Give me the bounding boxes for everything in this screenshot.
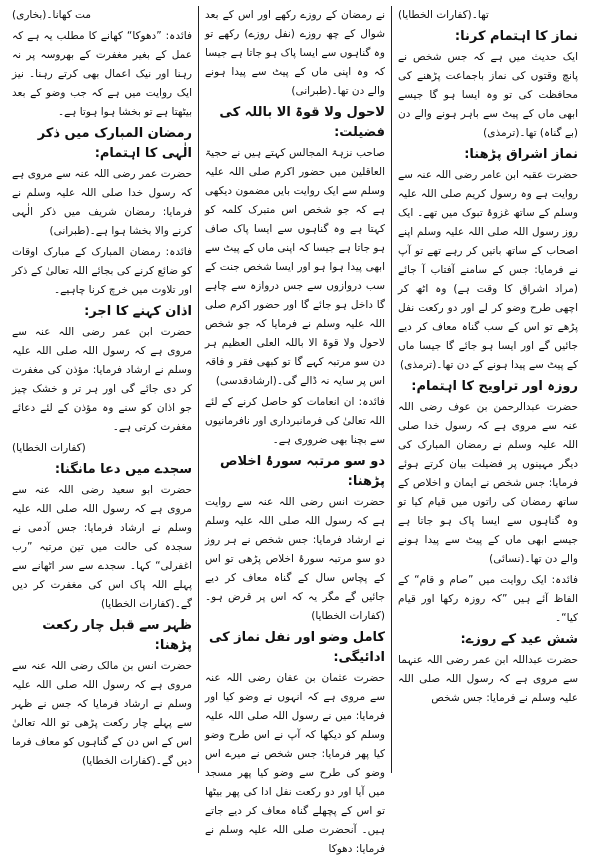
paragraph: حضرت انس رضی اللہ عنہ سے روایت ہے کہ رسول اللہ صلی اللہ علیہ وسلم نے ارشاد فرمایا: جس شخص نے ہر روز دو سو مرتبہ سورۂ اخلاص پڑھی تو اس کے پچاس سال کے گناہ معاف کر دیے جائیں گے مگر یہ کہ اس پر قرض ہو۔(کفارات الخطایا) <box>205 496 385 622</box>
section-heading: کامل وضو اور نفل نماز کی ادائیگی: <box>208 630 385 665</box>
section-heading: سجدے میں دعا مانگنا: <box>54 462 192 477</box>
paragraph: فائدہ: ”دھوکا“ کھانے کا مطلب یہ ہے کہ عمل کے بغیر مغفرت کے بھروسہ پر نہ رہنا اور نیک اعمال بھی کرتے رہنا۔ نیز ایک روایت میں ہے کہ جب وضو کے بعد بیٹھتا ہے تو بخشا ہوا ہوتا ہے۔ <box>12 30 192 118</box>
paragraph: حضرت ابو سعید رضی اللہ عنہ سے مروی ہے کہ رسول اللہ صلی اللہ علیہ وسلم نے ارشاد فرمایا: جس آدمی نے سجدہ کی حالت میں تین مرتبہ ”رب اغفرلی“ کہا۔ سجدے سے سر اٹھانے سے پہلے اللہ پاک اس کی مغفرت کر دیں گے۔(کفارات الخطایا) <box>12 484 192 610</box>
section-heading: دو سو مرتبہ سورۂ اخلاص پڑھنا: <box>220 454 385 489</box>
paragraph: حضرت عثمان بن عفان رضی اللہ عنہ سے مروی ہے کہ انہوں نے وضو کیا اور فرمایا: میں نے رسول اللہ صلی اللہ علیہ وسلم کو دیکھا کہ آپ نے اس طرح وضو کیا پھر فرمایا: جس شخص نے میرے اس وضو کی طرح سے وضو کیا پھر مسجد میں آیا اور دو رکعت نفل ادا کی پھر بیٹھا تو اس کے پچھلے گناہ معاف کر دیے جاتے ہیں۔ آنحضرت صلی اللہ علیہ وسلم نے فرمایا: دھوکا <box>205 672 385 855</box>
paragraph: صاحب نزہۃ المجالس کہتے ہیں نے حجیۃ العاقلین میں حضور اکرم صلی اللہ علیہ وسلم سے ایک روایت بایں مضمون دیکھی ہے کہ جو شخص اس متبرک کلمہ کو کہتا ہے وہ گناہوں سے ایسا پاک صاف ہو جاتا ہے جیسا کہ اپنی ماں کے پیٹ سے ابھی پیدا ہوا ہو اور ایسا شخص جنت کے سب دروازوں سے جس دروازہ سے چاہے گا داخل ہو جائے گا اور حضور اکرم صلی اللہ علیہ وسلم نے فرمایا کہ جو شخص لاحول ولا قوۃ الا باللہ العلی العظیم ہر دن سو مرتبہ کہے گا تو کبھی فقر و فاقہ اس پر سایہ نہ ڈالے گی۔(ارشادقدسی) <box>205 147 385 387</box>
paragraph: حضرت انس بن مالک رضی اللہ عنہ سے مروی ہے کہ رسول اللہ صلی اللہ علیہ وسلم نے ارشاد فرمایا کہ جس نے ظہر سے پہلے چار رکعت پڑھی تو اللہ تعالیٰ اس کے اس دن کے گناہوں کو معاف فرما دیں گے۔(کفارات الخطایا) <box>12 660 192 767</box>
section-heading: اذان کہنے کا اجر: <box>84 304 192 319</box>
text-columns <box>6 6 584 855</box>
section-heading: ظہر سے قبل چار رکعت پڑھنا: <box>42 618 192 653</box>
paragraph: حضرت عمر رضی اللہ عنہ سے مروی ہے کہ رسول خدا صلی اللہ علیہ وسلم نے فرمایا: رمضان شریف میں ذکر الٰہی کرنے والا بخشا ہوا ہے۔(طبرانی) <box>12 168 192 237</box>
section-heading: لاحول ولا قوۃ الا باللہ کی فضیلت: <box>219 105 385 140</box>
paragraph: فائدہ: ان انعامات کو حاصل کرنے کے لئے اللہ تعالیٰ کی فرمانبرداری اور نافرمانیوں سے بچنا بھی ضروری ہے۔ <box>205 396 385 446</box>
section-heading: روزہ اور تراویح کا اہتمام: <box>411 379 578 394</box>
reference-citation: مت کھانا۔(بخاری) <box>12 9 91 21</box>
section-heading: رمضان المبارک میں ذکر الٰہی کا اہتمام: <box>37 126 192 161</box>
paragraph: فائدہ: رمضان المبارک کے مبارک اوقات کو ضائع کرنے کی بجائے اللہ تعالیٰ کے ذکر اور تلاوت میں خرچ کرنا چاہیے۔ <box>12 246 192 296</box>
section-heading: نماز اشراق پڑھنا: <box>464 147 578 162</box>
paragraph: فائدہ: ایک روایت میں ”صام و قام“ کے الفاظ آئے ہیں ”کہ روزہ رکھا اور قیام کیا“۔ <box>398 574 578 624</box>
section-heading: نماز کا اہتمام کرنا: <box>454 29 578 44</box>
paragraph: حضرت عبداللہ ابن عمر رضی اللہ عنہما سے مروی ہے کہ رسول اللہ صلی اللہ علیہ وسلم نے فرمایا: جس شخص <box>398 654 578 704</box>
paragraph: حضرت ابن عمر رضی اللہ عنہ سے مروی ہے کہ رسول اللہ صلی اللہ علیہ وسلم نے ارشاد فرمایا: مؤذن کی مغفرت کر دی جائے گی اور ہر تر و خشک چیز جو اذان کو سنے وہ مؤذن کے لئے دعائے مغفرت کرتی ہے۔ <box>12 326 192 433</box>
section-heading: شش عید کے روزے: <box>460 632 578 647</box>
column-left <box>6 6 199 773</box>
paragraph: ایک حدیث میں ہے کہ جس شخص نے پانچ وقتوں کی نماز باجماعت پڑھنے کی محافظت کی تو وہ ایسا ہو گا جیسے ابھی ماں کے پیٹ سے باہر ہونے والے دن (بے گناہ) تھا۔(ترمذی) <box>398 51 578 139</box>
paragraph: حضرت عقبہ ابن عامر رضی اللہ عنہ سے روایت ہے وہ رسول کریم صلی اللہ علیہ وسلم کے ساتھ غزوۂ تبوک میں تھے۔ ایک روز رسول اللہ صلی اللہ علیہ وسلم اپنے اصحاب کے ساتھ باتیں کر رہے تھے تو آپ نے فرمایا: جس کے سامنے آفتاب آ جائے (مراد اشراق کا وقت ہے) وہ اٹھ کر اچھی طرح وضو کر لے اور دو رکعت نفل پڑھے تو اس کے سب گناہ معاف کر دیے جائیں گے اور ایسا ہو جائے گا جیسا ماں کے پیٹ سے پیدا ہونے کے دن تھا۔(ترمذی) <box>398 169 578 371</box>
column-right <box>392 6 584 773</box>
column-middle <box>199 6 392 855</box>
paragraph: حضرت عبدالرحمن بن عوف رضی اللہ عنہ سے مروی ہے کہ رسول خدا صلی اللہ علیہ وسلم نے رمضان المبارک کی دیگر مہینوں پر فضیلت بیان کرتے ہوئے فرمایا: جس شخص نے ایمان و اخلاص کے ساتھ رمضان کی راتوں میں قیام کیا تو وہ گناہوں سے ایسا پاک ہو جاتا ہے جیسے ابھی ماں کے پیٹ سے پیدا ہونے والے دن تھا۔(نسائی) <box>398 401 578 565</box>
reference-citation: تھا۔(کفارات الخطایا) <box>398 9 489 21</box>
paragraph: نے رمضان کے روزے رکھے اور اس کے بعد شوال کے چھ روزے (نفل روزے) رکھے تو وہ گناہوں سے ایسا پاک ہو جاتا ہے جیسا کہ وہ اپنی ماں کے پیٹ سے پیدا ہونے والے دن تھا۔(طبرانی) <box>205 9 385 97</box>
reference-citation: (کفارات الخطایا) <box>12 442 86 454</box>
